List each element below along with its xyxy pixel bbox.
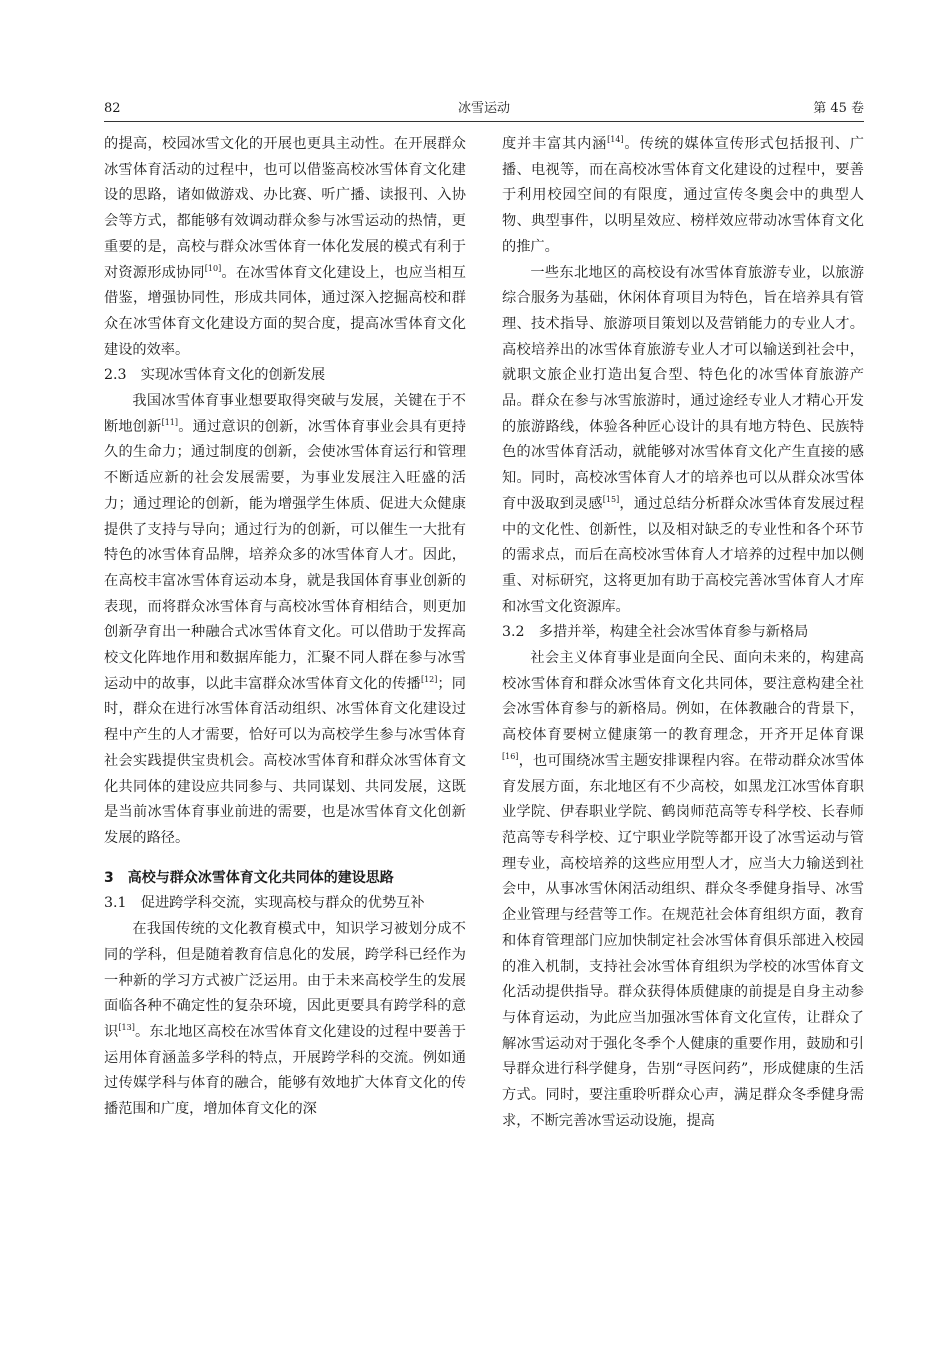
page-header <box>104 98 864 120</box>
paragraph <box>502 261 864 621</box>
volume-label: 第 45 卷 <box>813 101 864 116</box>
left-column <box>104 132 466 1123</box>
paragraph <box>104 132 466 363</box>
journal-title: 冰雪运动 <box>457 101 510 116</box>
paragraph <box>104 389 466 852</box>
section-heading-2-3: 2.3 实现冰雪体育文化的创新发展 <box>104 367 326 384</box>
paragraph-text: 在我国传统的文化教育模式中，知识学习被划分成不同的学科，但是随着教育信息化的发展，跨学科已经作为一种新的学习方式被广泛运用。由于未来高校学生的发展面临各种不确定性的复杂环境，因此更要具有跨学科的意识 <box>104 921 466 1040</box>
citation-ref: [13] <box>118 1022 135 1032</box>
paragraph-text: 一些东北地区的高校设有冰雪体育旅游专业，以旅游综合服务为基础，休闲体育项目为特色，旨在培养具有管理、技术指导、旅游项目策划以及营销能力的专业人才。高校培养出的冰雪体育旅游专业人才可以输送到社会中，就职文旅企业打造出复合型、特色化的冰雪体育旅游产品。群众在参与冰雪旅游时，通过途经专业人才精心开发的旅游路线，体验各种匠心设计的具有地方特色、民族特色的冰雪体育活动，就能够对冰雪体育文化产生直接的感知。同时，高校冰雪体育人才的培养也可以从群众冰雪体育中汲取到灵感 <box>502 264 864 512</box>
paragraph-text: 社会主义体育事业是面向全民、面向未来的，构建高校冰雪体育和群众冰雪体育文化共同体，要注意构建全社会冰雪体育参与的新格局。例如，在体教融合的背景下，高校体育要树立健康第一的教育理念，开齐开足体育课 <box>502 650 864 744</box>
paragraph-text: 我国冰雪体育事业想要取得突破与发展，关键在于不断地创新 <box>104 393 466 435</box>
paragraph-text: ；同时，群众在进行冰雪体育活动组织、冰雪体育文化建设过程中产生的人才需要，恰好可以为高校学生参与冰雪体育社会实践提供宝贵机会。高校冰雪体育和群众冰雪体育文化共同体的建设应共同参与、共同谋划、共同发展，这既是当前冰雪体育事业前进的需要，也是冰雪体育文化创新发展的路径。 <box>104 675 466 846</box>
citation-ref: [11] <box>161 417 179 427</box>
paragraph-text: 。通过意识的创新，冰雪体育事业会具有更持久的生命力；通过制度的创新，会使冰雪体育运行和管理不断适应新的社会发展需要，为事业发展注入旺盛的活力；通过理论的创新，能为增强学生体质、促进大众健康提供了支持与导向；通过行为的创新，可以催生一大批有特色的冰雪体育品牌，培养众多的冰雪体育人才。因此，在高校丰富冰雪体育运动本身，就是我国体育事业创新的表现，而将群众冰雪体育与高校冰雪体育相结合，则更加创新孕育出一种融合式冰雪体育文化。可以借助于发挥高校文化阵地作用和数据库能力，汇聚不同人群在参与冰雪运动中的故事，以此丰富群众冰雪体育文化的传播 <box>104 418 466 692</box>
paragraph <box>502 646 864 1134</box>
paragraph-text: ，也可围绕冰雪主题安排课程内容。在带动群众冰雪体育发展方面，东北地区有不少高校，如黑龙江冰雪体育职业学院、伊春职业学院、鹤岗师范高等专科学校、长春师范高等专科学校、辽宁职业学院等都开设了冰雪运动与管理专业，高校培养的这些应用型人才，应当大力输送到社会中，从事冰雪休闲活动组织、群众冬季健身指导、冰雪企业管理与经营等工作。在规范社会体育组织方面，教育和体育管理部门应加快制定社会冰雪体育俱乐部进入校园的准入机制，支持社会冰雪体育组织为学校的冰雪体育文化活动提供指导。群众获得体质健康的前提是自身主动参与体育运动，为此应当加强冰雪体育文化宣传，让群众了解冰雪运动对于强化冬季个人健康的重要作用，鼓励和引导群众进行科学健身，告别“寻医问药”，形成健康的生活方式。同时，要注重聆听群众心声，满足群众冬季健身需求，不断完善冰雪运动设施，提高 <box>502 752 864 1129</box>
section-heading-3-2: 3.2 多措并举，构建全社会冰雪体育参与新格局 <box>502 624 809 641</box>
paragraph-text: 。在冰雪体育文化建设上，也应当相互借鉴，增强协同性，形成共同体，通过深入挖掘高校和群众在冰雪体育文化建设方面的契合度，提高冰雪体育文化建设的效率。 <box>104 264 466 358</box>
header-rule <box>104 121 864 122</box>
paragraph <box>104 917 466 1123</box>
section-heading-3-1: 3.1 促进跨学科交流，实现高校与群众的优势互补 <box>104 895 425 912</box>
citation-ref: [12] <box>420 674 438 684</box>
section-heading-3: 3 高校与群众冰雪体育文化共同体的建设思路 <box>104 869 394 886</box>
paragraph-text: 度并丰富其内涵 <box>502 136 608 152</box>
right-column <box>502 132 864 1134</box>
paragraph-text: 。传统的媒体宣传形式包括报刊、广播、电视等，而在高校冰雪体育文化建设的过程中，要善于利用校园空间的有限度，通过宣传冬奥会中的典型人物、典型事件，以明星效应、榜样效应带动冰雪体育文化的推广。 <box>502 136 864 255</box>
citation-ref: [14] <box>607 135 624 144</box>
citation-ref: [16] <box>502 751 519 761</box>
paragraph-text: ，通过总结分析群众冰雪体育发展过程中的文化性、创新性，以及相对缺乏的专业性和各个环节的需求点，而后在高校冰雪体育人才培养的过程中加以侧重、对标研究，这将更加有助于高校完善冰雪体育人才库和冰雪文化资源库。 <box>502 495 864 615</box>
paragraph <box>502 132 864 261</box>
paragraph-text: 。东北地区高校在冰雪体育文化建设的过程中要善于运用体育涵盖多学科的特点，开展跨学科的交流。例如通过传媒学科与体育的融合，能够有效地扩大体育文化的传播范围和广度，增加体育文化的深 <box>104 1023 466 1118</box>
page-number: 82 <box>104 101 121 116</box>
citation-ref: [10] <box>204 263 222 273</box>
paragraph-text: 的提高，校园冰雪文化的开展也更具主动性。在开展群众冰雪体育活动的过程中，也可以借鉴高校冰雪体育文化建设的思路，诸如做游戏、办比赛、听广播、读报刊、入协会等方式，都能够有效调动群众参与冰雪运动的热情，更重要的是，高校与群众冰雪体育一体化发展的模式有利于对资源形成协同 <box>104 136 466 281</box>
citation-ref: [15] <box>602 494 620 504</box>
